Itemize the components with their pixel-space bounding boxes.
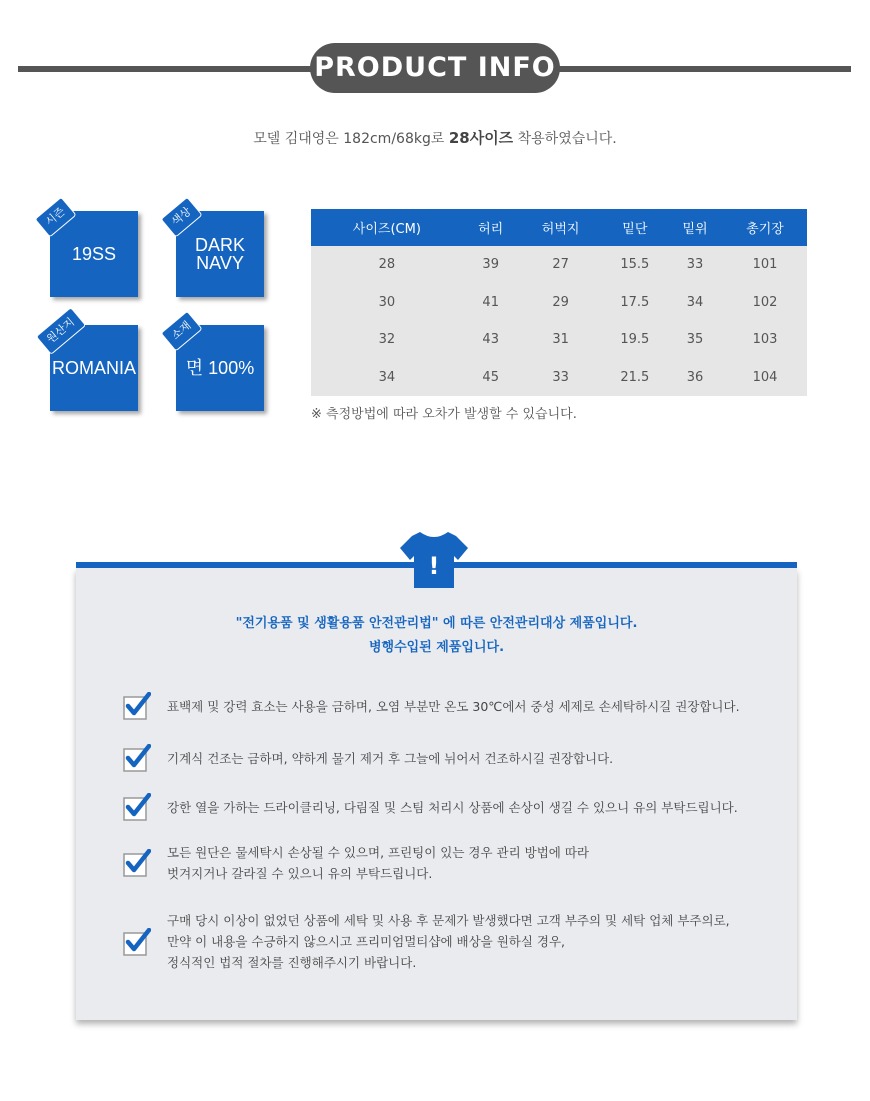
- table-row: [311, 284, 807, 322]
- tshirt-icon: [398, 528, 470, 590]
- table-row: [311, 246, 807, 284]
- checkbox-checked-icon: [123, 849, 151, 877]
- tile-color-tag: 색상: [160, 196, 202, 237]
- table-cell: 104: [723, 359, 807, 397]
- care-item-text: 강한 열을 가하는 드라이클리닝, 다림질 및 스팀 처리시 상품에 손상이 생길 수 있으니 유의 부탁드립니다.: [167, 799, 738, 815]
- table-cell: 34: [667, 284, 723, 322]
- table-cell: 17.5: [603, 284, 667, 322]
- table-cell: 29: [519, 284, 603, 322]
- care-item: [123, 793, 763, 821]
- table-cell: 28: [311, 246, 463, 284]
- tile-origin-value: ROMANIA: [51, 358, 136, 378]
- care-item-text: 기계식 건조는 금하며, 약하게 물기 제거 후 그늘에 뉘어서 건조하시길 권장합니다.: [167, 750, 614, 766]
- tile-material: [168, 318, 264, 411]
- checkbox-checked-icon: [123, 692, 151, 720]
- table-cell: 32: [311, 321, 463, 359]
- col-header: 허리: [463, 209, 519, 246]
- col-header: 허벅지: [519, 209, 603, 246]
- table-cell: 21.5: [603, 359, 667, 397]
- table-cell: 39: [463, 246, 519, 284]
- table-cell: 103: [723, 321, 807, 359]
- table-cell: 35: [667, 321, 723, 359]
- table-cell: 19.5: [603, 321, 667, 359]
- tile-origin-tag: 원산지: [36, 307, 87, 355]
- table-cell: 34: [311, 359, 463, 397]
- alert-mark: !: [428, 552, 440, 580]
- col-header: 총기장: [723, 209, 807, 246]
- col-header: 사이즈(CM): [311, 209, 463, 246]
- table-cell: 31: [519, 321, 603, 359]
- care-item: [123, 744, 763, 772]
- size-table-header: [311, 209, 807, 246]
- table-cell: 101: [723, 246, 807, 284]
- table-row: [311, 321, 807, 359]
- tile-color-value: DARK NAVY: [194, 235, 245, 273]
- table-cell: 30: [311, 284, 463, 322]
- care-item-text: 모든 원단은 물세탁시 손상될 수 있으며, 프린팅이 있는 경우 관리 방법에 따라: [167, 845, 590, 860]
- care-title-line2: 병행수입된 제품입니다.: [368, 640, 505, 655]
- table-cell: 33: [667, 246, 723, 284]
- tile-material-value: 면 100%: [185, 358, 255, 378]
- table-cell: 45: [463, 359, 519, 397]
- measurement-note: ※ 측정방법에 따라 오차가 발생할 수 있습니다.: [311, 407, 577, 422]
- model-size: 28사이즈: [448, 129, 514, 147]
- model-info-prefix: 모델 김대영은 182cm/68kg로: [253, 131, 449, 147]
- tile-color: [168, 204, 264, 297]
- model-info-suffix: 착용하였습니다.: [513, 131, 617, 147]
- care-title-line1: "전기용품 및 생활용품 안전관리법" 에 따른 안전관리대상 제품입니다.: [235, 616, 638, 631]
- table-row: [311, 359, 807, 397]
- tile-season-value: 19SS: [71, 244, 117, 264]
- tile-origin: [44, 315, 138, 411]
- size-table: [311, 209, 807, 396]
- table-cell: 36: [667, 359, 723, 397]
- care-item-text: 정식적인 법적 절차를 진행해주시기 바랍니다.: [167, 955, 417, 970]
- model-info: [0, 127, 870, 148]
- checkbox-checked-icon: [123, 928, 151, 956]
- care-item-text: 만약 이 내용을 수긍하지 않으시고 프리미엄멀티샵에 배상을 원하실 경우,: [167, 934, 566, 949]
- col-header: 밑위: [667, 209, 723, 246]
- care-item-text: 구매 당시 이상이 없었던 상품에 세탁 및 사용 후 문제가 발생했다면 고객 부주의 및 세탁 업체 부주의로,: [167, 913, 730, 928]
- table-cell: 102: [723, 284, 807, 322]
- care-item: [123, 842, 763, 884]
- table-cell: 15.5: [603, 246, 667, 284]
- care-item-text: 벗겨지거나 갈라질 수 있으니 유의 부탁드립니다.: [167, 866, 433, 881]
- table-cell: 33: [519, 359, 603, 397]
- tile-season: [42, 204, 138, 297]
- care-item: [123, 692, 763, 720]
- care-item: [123, 910, 763, 973]
- checkbox-checked-icon: [123, 793, 151, 821]
- page-title: PRODUCT INFO: [310, 43, 560, 93]
- care-item-text: 표백제 및 강력 효소는 사용을 금하며, 오염 부분만 온도 30℃에서 중성 세제로 손세탁하시길 권장합니다.: [167, 698, 740, 714]
- table-cell: 27: [519, 246, 603, 284]
- checkbox-checked-icon: [123, 744, 151, 772]
- col-header: 밑단: [603, 209, 667, 246]
- table-cell: 43: [463, 321, 519, 359]
- tile-season-tag: 시즌: [34, 196, 76, 237]
- tile-material-tag: 소재: [160, 310, 202, 351]
- table-cell: 41: [463, 284, 519, 322]
